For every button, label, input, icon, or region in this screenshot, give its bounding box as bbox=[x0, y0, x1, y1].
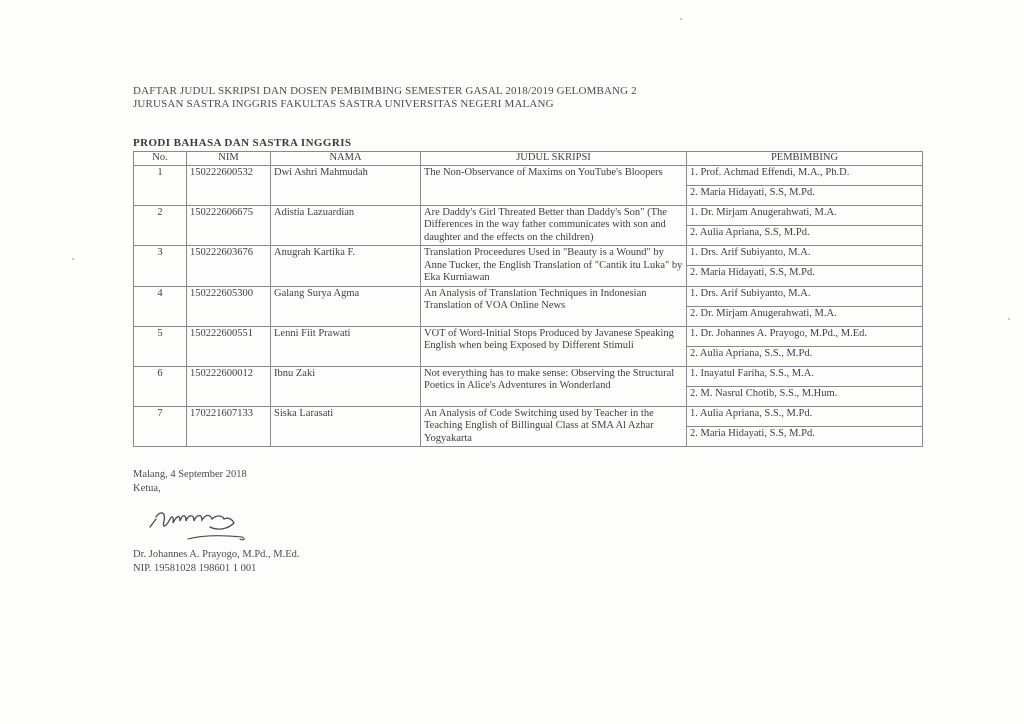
signature-place-date: Malang, 4 September 2018 bbox=[133, 469, 247, 480]
table-row bbox=[134, 326, 923, 346]
cell-judul: An Analysis of Translation Techniques in Indonesian Translation of VOA Online News bbox=[421, 286, 687, 326]
cell-pembimbing-1: 1. Drs. Arif Subiyanto, M.A. bbox=[687, 286, 923, 306]
cell-judul: The Non-Observance of Maxims on YouTube's Bloopers bbox=[421, 165, 687, 205]
cell-pembimbing-2: 2. M. Nasrul Chotib, S.S., M.Hum. bbox=[687, 386, 923, 406]
table-row bbox=[134, 205, 923, 225]
table-body bbox=[134, 165, 923, 447]
column-header-nim: NIM bbox=[187, 152, 271, 166]
cell-pembimbing-1: 1. Inayatul Fariha, S.S., M.A. bbox=[687, 366, 923, 386]
header-title-line-1: DAFTAR JUDUL SKRIPSI DAN DOSEN PEMBIMBING SEMESTER GASAL 2018/2019 GELOMBANG 2 bbox=[133, 85, 637, 97]
cell-nim: 150222606675 bbox=[187, 205, 271, 246]
cell-nim: 150222600551 bbox=[187, 326, 271, 366]
header-title-line-2: JURUSAN SASTRA INGGRIS FAKULTAS SASTRA UNIVERSITAS NEGERI MALANG bbox=[133, 98, 554, 110]
signatory-nip: NIP. 19581028 198601 1 001 bbox=[133, 563, 257, 574]
cell-nama: Dwi Ashri Mahmudah bbox=[271, 165, 421, 205]
scan-speck bbox=[72, 258, 74, 260]
table-header-row bbox=[134, 152, 923, 166]
thesis-table bbox=[133, 151, 923, 447]
cell-nama: Galang Surya Agma bbox=[271, 286, 421, 326]
cell-pembimbing-1: 1. Drs. Arif Subiyanto, M.A. bbox=[687, 246, 923, 266]
scan-speck bbox=[680, 18, 682, 20]
table-row bbox=[134, 286, 923, 306]
column-header-no: No. bbox=[134, 152, 187, 166]
cell-pembimbing-1: 1. Dr. Johannes A. Prayogo, M.Pd., M.Ed. bbox=[687, 326, 923, 346]
cell-judul: Not everything has to make sense: Observing the Structural Poetics in Alice's Adventures in Wonderland bbox=[421, 366, 687, 406]
cell-no: 3 bbox=[134, 246, 187, 287]
column-header-nama: NAMA bbox=[271, 152, 421, 166]
cell-nim: 170221607133 bbox=[187, 406, 271, 447]
scan-speck bbox=[1008, 318, 1010, 320]
cell-judul: VOT of Word-Initial Stops Produced by Javanese Speaking English when being Exposed by Different Stimuli bbox=[421, 326, 687, 366]
document-header bbox=[133, 85, 637, 111]
cell-pembimbing-2: 2. Aulia Apriana, S.S, M.Pd. bbox=[687, 225, 923, 245]
cell-nama: Anugrah Kartika F. bbox=[271, 246, 421, 287]
cell-pembimbing-2: 2. Maria Hidayati, S.S, M.Pd. bbox=[687, 426, 923, 446]
cell-nama: Ibnu Zaki bbox=[271, 366, 421, 406]
cell-nim: 150222603676 bbox=[187, 246, 271, 287]
cell-no: 4 bbox=[134, 286, 187, 326]
table-row bbox=[134, 366, 923, 386]
cell-nama: Siska Larasati bbox=[271, 406, 421, 447]
cell-no: 6 bbox=[134, 366, 187, 406]
column-header-pembimbing: PEMBIMBING bbox=[687, 152, 923, 166]
signature-role: Ketua, bbox=[133, 483, 161, 494]
cell-pembimbing-2: 2. Maria Hidayati, S.S, M.Pd. bbox=[687, 185, 923, 205]
table-row bbox=[134, 165, 923, 185]
cell-nama: Adistia Lazuardian bbox=[271, 205, 421, 246]
cell-judul: Are Daddy's Girl Threated Better than Daddy's Son" (The Differences in the way father communicates with son and daughter and the effects on the children) bbox=[421, 205, 687, 246]
cell-no: 7 bbox=[134, 406, 187, 447]
cell-pembimbing-1: 1. Dr. Mirjam Anugerahwati, M.A. bbox=[687, 205, 923, 225]
cell-no: 5 bbox=[134, 326, 187, 366]
handwritten-signature bbox=[148, 505, 278, 547]
program-heading: PRODI BAHASA DAN SASTRA INGGRIS bbox=[133, 137, 352, 149]
cell-nim: 150222600012 bbox=[187, 366, 271, 406]
cell-pembimbing-1: 1. Aulia Apriana, S.S., M.Pd. bbox=[687, 406, 923, 426]
cell-pembimbing-2: 2. Aulia Apriana, S.S., M.Pd. bbox=[687, 346, 923, 366]
cell-nama: Lenni Fiit Prawati bbox=[271, 326, 421, 366]
table-row bbox=[134, 406, 923, 426]
cell-judul: Translation Proceedures Used in "Beauty is a Wound" by Anne Tucker, the English Translation of "Cantik itu Luka" by Eka Kurniawan bbox=[421, 246, 687, 287]
column-header-judul: JUDUL SKRIPSI bbox=[421, 152, 687, 166]
signatory-name: Dr. Johannes A. Prayogo, M.Pd., M.Ed. bbox=[133, 549, 300, 560]
cell-pembimbing-2: 2. Maria Hidayati, S.S, M.Pd. bbox=[687, 266, 923, 286]
cell-no: 2 bbox=[134, 205, 187, 246]
cell-pembimbing-2: 2. Dr. Mirjam Anugerahwati, M.A. bbox=[687, 306, 923, 326]
cell-no: 1 bbox=[134, 165, 187, 205]
table-row bbox=[134, 246, 923, 266]
cell-nim: 150222605300 bbox=[187, 286, 271, 326]
cell-judul: An Analysis of Code Switching used by Teacher in the Teaching English of Billingual Class at SMA Al Azhar Yogyakarta bbox=[421, 406, 687, 447]
cell-pembimbing-1: 1. Prof. Achmad Effendi, M.A., Ph.D. bbox=[687, 165, 923, 185]
cell-nim: 150222600532 bbox=[187, 165, 271, 205]
